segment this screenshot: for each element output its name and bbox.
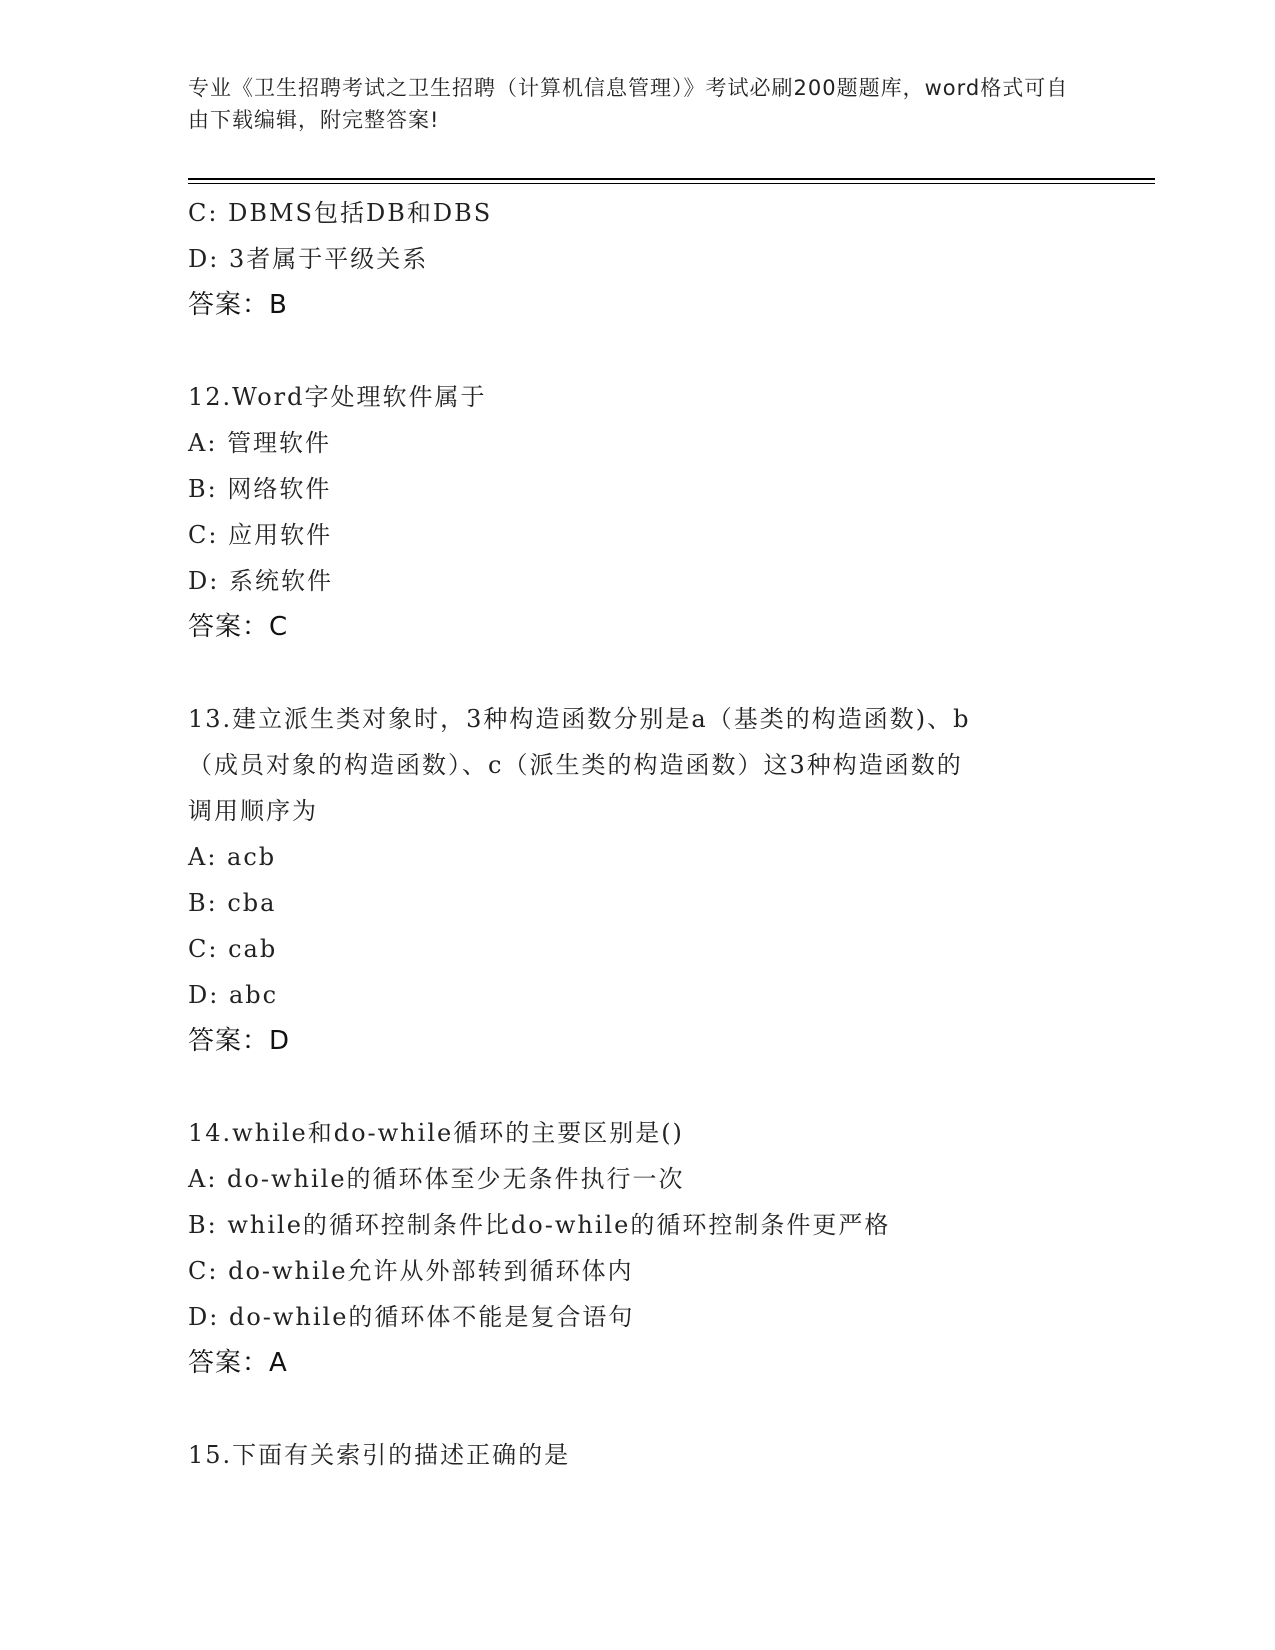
header-divider (188, 178, 1155, 184)
option-b: B: 网络软件 (188, 475, 332, 503)
option-b: B: cba (188, 889, 277, 917)
header-title: 专业《卫生招聘考试之卫生招聘（计算机信息管理）》考试必刷200题题库，word格式可自由下载编辑，附完整答案! (188, 76, 1069, 132)
spacer (188, 1386, 1108, 1432)
answer-line: 答案：B (188, 290, 288, 320)
option-c: C: cab (188, 935, 278, 963)
question-stem-line-2: （成员对象的构造函数）、c（派生类的构造函数）这3种构造函数的 (188, 751, 963, 779)
option-d: D: do-while的循环体不能是复合语句 (188, 1303, 635, 1331)
page-header (188, 72, 1088, 136)
question-list (188, 190, 1108, 1478)
question-stem-line-3: 调用顺序为 (188, 797, 318, 825)
option-c: C: 应用软件 (188, 521, 333, 549)
option-b: B: while的循环控制条件比do-while的循环控制条件更严格 (188, 1211, 891, 1239)
spacer (188, 328, 1108, 374)
spacer (188, 650, 1108, 696)
question-stem: 14.while和do-while循环的主要区别是() (188, 1119, 684, 1147)
question-stem-line-1: 13.建立派生类对象时，3种构造函数分别是a（基类的构造函数)、b (188, 705, 971, 733)
question-12 (188, 374, 1108, 650)
question-stem: 12.Word字处理软件属于 (188, 383, 487, 411)
option-d: D: abc (188, 981, 279, 1009)
question-13 (188, 696, 1108, 1064)
spacer (188, 1064, 1108, 1110)
option-a: A: 管理软件 (188, 429, 332, 457)
question-11 (188, 190, 1108, 328)
option-a: A: acb (188, 843, 277, 871)
option-c: C: DBMS包括DB和DBS (188, 199, 493, 227)
answer-line: 答案：C (188, 612, 289, 642)
option-c: C: do-while允许从外部转到循环体内 (188, 1257, 634, 1285)
question-14 (188, 1110, 1108, 1386)
answer-line: 答案：D (188, 1026, 291, 1056)
question-15 (188, 1432, 1108, 1478)
question-stem: 15.下面有关索引的描述正确的是 (188, 1441, 571, 1469)
option-a: A: do-while的循环体至少无条件执行一次 (188, 1165, 685, 1193)
option-d: D: 3者属于平级关系 (188, 245, 429, 273)
option-d: D: 系统软件 (188, 567, 333, 595)
answer-line: 答案：A (188, 1348, 288, 1378)
